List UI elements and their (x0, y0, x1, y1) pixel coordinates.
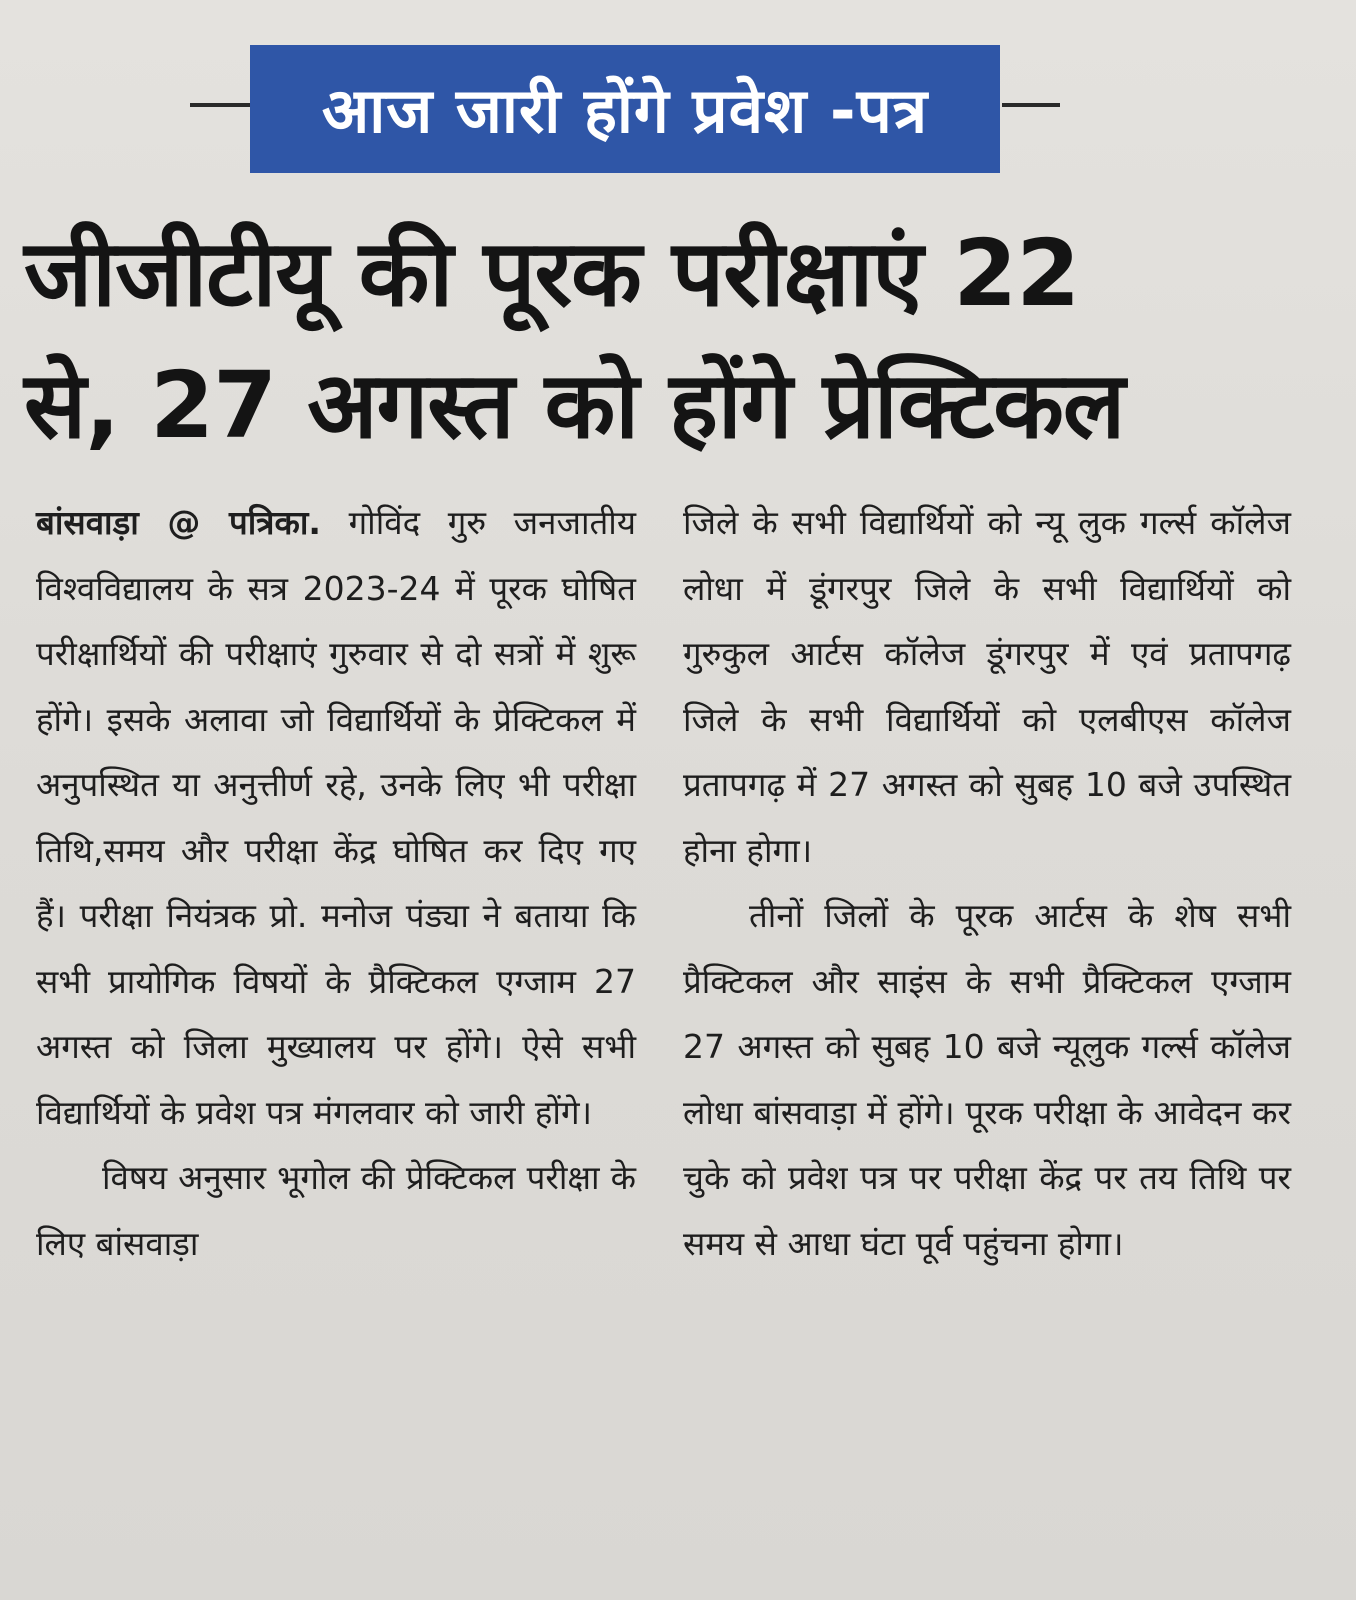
kicker-box (250, 45, 1000, 173)
kicker-rule-right (1002, 103, 1060, 107)
paragraph-4: तीनों जिलों के पूरक आर्टस के शेष सभी प्रैक्टिकल और साइंस के सभी प्रैक्टिकल एग्जाम 27 अगस्त को सुबह 10 बजे न्यूलुक गर्ल्स कॉलेज लोधा बांसवाड़ा में होंगे। पूरक परीक्षा के आवेदन कर चुके को प्रवेश पत्र पर परीक्षा केंद्र पर तय तिथि पर समय से आधा घंटा पूर्व पहुंचना होगा। (683, 896, 1291, 1263)
paragraph-2: विषय अनुसार भूगोल की प्रेक्टिकल परीक्षा के लिए बांसवाड़ा (36, 1158, 636, 1263)
paragraph-3: जिले के सभी विद्यार्थियों को न्यू लुक गर्ल्स कॉलेज लोधा में डूंगरपुर जिले के सभी विद्यार्थियों को गुरुकुल आर्टस कॉलेज डूंगरपुर में एवं प्रतापगढ़ जिले के सभी विद्यार्थियों को एलबीएस कॉलेज प्रतापगढ़ में 27 अगस्त को सुबह 10 बजे उपस्थित होना होगा। (683, 503, 1291, 870)
headline-line-2: से, 27 अगस्त को होंगे प्रेक्टिकल (24, 352, 1125, 459)
headline-line-1: जीजीटीयू की पूरक परीक्षाएं 22 (24, 220, 1080, 327)
kicker-banner (190, 45, 1040, 175)
kicker-text: आज जारी होंगे प्रवेश -पत्र (321, 74, 929, 147)
dateline: बांसवाड़ा @ पत्रिका. (36, 503, 321, 542)
paragraph-1 (36, 490, 636, 1145)
headline (24, 208, 1334, 472)
article-column-left (36, 490, 636, 1276)
article-column-right (683, 490, 1291, 1276)
paragraph-1-body: गोविंद गुरु जनजातीय विश्वविद्यालय के सत्र 2023-24 में पूरक घोषित परीक्षार्थियों की परीक्षाएं गुरुवार से दो सत्रों में शुरू होंगे। इसके अलावा जो विद्यार्थियों के प्रेक्टिकल में अनुपस्थित या अनुत्तीर्ण रहे, उनके लिए भी परीक्षा तिथि,समय और परीक्षा केंद्र घोषित कर दिए गए हैं। परीक्षा नियंत्रक प्रो. मनोज पंड्या ने बताया कि सभी प्रायोगिक विषयों के प्रैक्टिकल एग्जाम 27 अगस्त को जिला मुख्यालय पर होंगे। ऐसे सभी विद्यार्थियों के प्रवेश पत्र मंगलवार को जारी होंगे। (36, 503, 636, 1132)
kicker-rule-left (190, 103, 258, 107)
